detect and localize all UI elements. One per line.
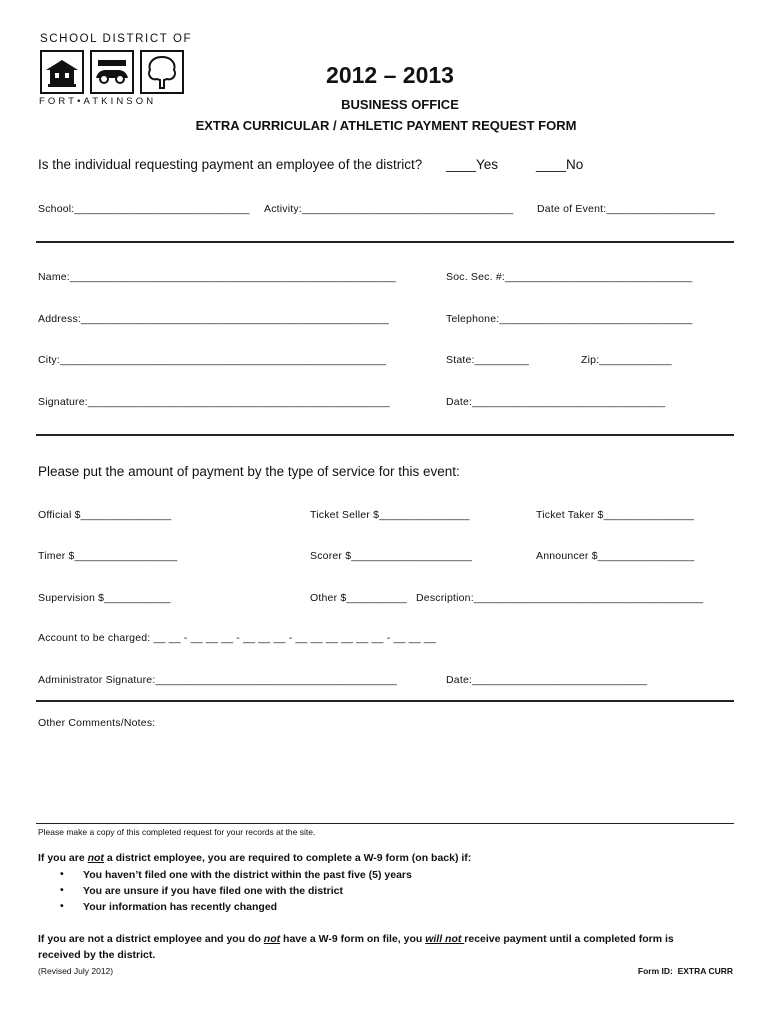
logo-bottom-text: FORT•ATKINSON (39, 96, 157, 107)
section-divider (36, 700, 734, 702)
zip-field[interactable]: Zip:____________ (581, 354, 672, 366)
w9-intro (38, 852, 471, 864)
revision-date: (Revised July 2012) (38, 966, 114, 976)
supervision-amount-field[interactable]: Supervision $___________ (38, 592, 171, 604)
copy-note: Please make a copy of this completed request for your records at the site. (38, 827, 316, 837)
w9-intro-text-2: a district employee, you are required to complete a W-9 form (on back) if: (103, 852, 472, 864)
payment-heading: Please put the amount of payment by the type of service for this event: (38, 464, 460, 479)
section-divider (36, 823, 734, 824)
logo-top-text: SCHOOL DISTRICT OF (40, 33, 193, 45)
employee-question: Is the individual requesting payment an employee of the district? (38, 157, 423, 172)
event-date-field[interactable]: Date of Event:__________________ (537, 203, 716, 215)
ssn-field[interactable]: Soc. Sec. #:_______________________________ (446, 271, 693, 283)
office-name: BUSINESS OFFICE (341, 97, 459, 112)
list-item: You are unsure if you have filed one with the district (83, 885, 344, 897)
signature-field[interactable]: Signature:__________________________________________________ (38, 396, 390, 408)
comments-label: Other Comments/Notes: (38, 717, 156, 729)
employee-yes-field[interactable]: ____Yes (446, 157, 499, 172)
bullet-icon: • (60, 868, 64, 880)
w9-warning-text-3: receive payment until a completed form is (464, 933, 674, 945)
list-item: You haven’t filed one with the district within the past five (5) years (83, 869, 412, 881)
city-field[interactable]: City:______________________________________________________ (38, 354, 387, 366)
section-divider (36, 241, 734, 243)
ticket-taker-amount-field[interactable]: Ticket Taker $_______________ (536, 509, 695, 521)
bullet-icon: • (60, 884, 64, 896)
w9-warning-line2: received by the district. (38, 949, 156, 961)
w9-warning-will-not: will not (425, 933, 465, 945)
admin-signature-field[interactable]: Administrator Signature:________________________________________ (38, 674, 398, 686)
name-field[interactable]: Name:______________________________________________________ (38, 271, 397, 283)
w9-warning-not: not (263, 933, 281, 945)
scorer-amount-field[interactable]: Scorer $____________________ (310, 550, 473, 562)
list-item: Your information has recently changed (83, 901, 278, 913)
address-field[interactable]: Address:___________________________________________________ (38, 313, 390, 325)
w9-intro-emphasis: not (87, 852, 104, 864)
w9-intro-text: If you are (38, 852, 88, 864)
description-field[interactable]: Description:______________________________________ (416, 592, 704, 604)
signature-date-field[interactable]: Date:________________________________ (446, 396, 666, 408)
ticket-seller-amount-field[interactable]: Ticket Seller $_______________ (310, 509, 470, 521)
form-title: EXTRA CURRICULAR / ATHLETIC PAYMENT REQUEST FORM (195, 118, 577, 133)
account-field[interactable]: Account to be charged: __ __ - __ __ __ - __ __ __ - __ __ __ __ __ __ - __ __ __ (38, 632, 436, 644)
comments-area[interactable] (36, 734, 734, 822)
state-field[interactable]: State:_________ (446, 354, 529, 366)
w9-warning (38, 933, 674, 945)
form-year: 2012 – 2013 (326, 62, 454, 88)
admin-date-field[interactable]: Date:_____________________________ (446, 674, 648, 686)
activity-field[interactable]: Activity:___________________________________ (264, 203, 514, 215)
form-id: Form ID: EXTRA CURR (637, 966, 733, 976)
bullet-icon: • (60, 900, 64, 912)
w9-warning-text: If you are not a district employee and you do (38, 933, 264, 945)
announcer-amount-field[interactable]: Announcer $________________ (536, 550, 695, 562)
other-amount-field[interactable]: Other $__________ (310, 592, 407, 604)
w9-warning-text-2: have a W-9 form on file, you (280, 933, 426, 945)
official-amount-field[interactable]: Official $_______________ (38, 509, 172, 521)
school-field[interactable]: School:_____________________________ (38, 203, 250, 215)
section-divider (36, 434, 734, 436)
employee-no-field[interactable]: ____No (536, 157, 584, 172)
telephone-field[interactable]: Telephone:________________________________ (446, 313, 693, 325)
timer-amount-field[interactable]: Timer $_________________ (38, 550, 178, 562)
